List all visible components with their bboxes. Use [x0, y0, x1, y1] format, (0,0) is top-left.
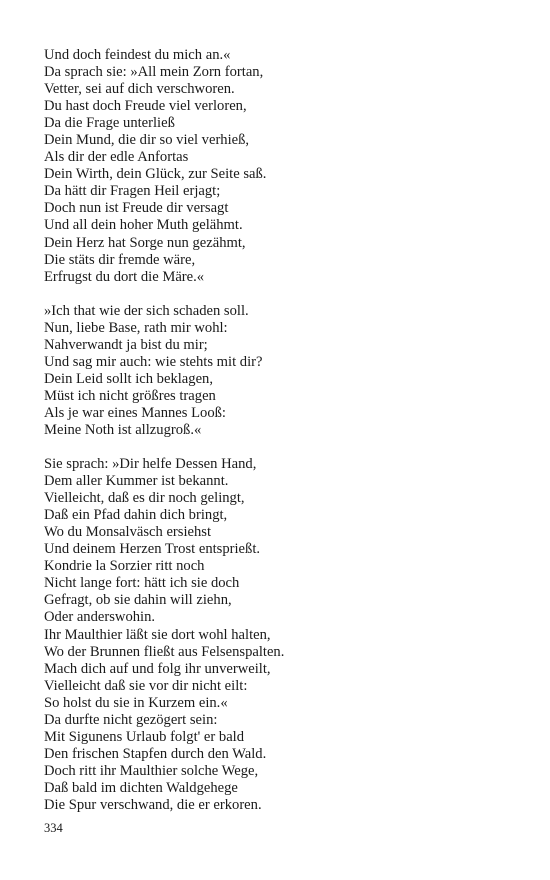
verse-line: Oder anderswohin. [44, 609, 156, 626]
verse-line: Mach dich auf und folg ihr unverweilt, [44, 660, 271, 677]
verse-line: Da durfte nicht gezögert sein: [44, 711, 218, 728]
verse-line: Dem aller Kummer ist bekannt. [44, 473, 229, 490]
verse-line: Den frischen Stapfen durch den Wald. [44, 745, 267, 762]
page-number: 334 [44, 821, 63, 835]
verse-line: Ihr Maulthier läßt sie dort wohl halten, [44, 626, 271, 643]
verse-line: Die Spur verschwand, die er erkoren. [44, 796, 262, 813]
verse-line: Vielleicht, daß es dir noch gelingt, [44, 490, 245, 507]
poem-text [44, 47, 514, 814]
verse-line: Als dir der edle Anfortas [44, 149, 189, 166]
verse-line: Kondrie la Sorzier ritt noch [44, 558, 205, 575]
verse-line: Doch nun ist Freude dir versagt [44, 200, 229, 217]
verse-line: Du hast doch Freude viel verloren, [44, 98, 247, 115]
verse-line: Nun, liebe Base, rath mir wohl: [44, 319, 228, 336]
verse-line: Wo du Monsalväsch ersiehst [44, 524, 212, 541]
verse-line: Dein Mund, die dir so viel verhieß, [44, 132, 250, 149]
verse-line: Doch ritt ihr Maulthier solche Wege, [44, 762, 259, 779]
stanza [44, 303, 514, 439]
verse-line: »Ich that wie der sich schaden soll. [44, 302, 249, 319]
verse-line: Wo der Brunnen fließt aus Felsenspalten. [44, 643, 285, 660]
verse-line: Die stäts dir fremde wäre, [44, 251, 196, 268]
verse-line: Dein Wirth, dein Glück, zur Seite saß. [44, 166, 267, 183]
verse-line: Sie sprach: »Dir helfe Dessen Hand, [44, 456, 257, 473]
verse-line: Nicht lange fort: hätt ich sie doch [44, 575, 240, 592]
verse-line: Vetter, sei auf dich verschworen. [44, 81, 235, 98]
verse-line: Nahverwandt ja bist du mir; [44, 336, 208, 353]
verse-line: Gefragt, ob sie dahin will ziehn, [44, 592, 232, 609]
verse-line: Dein Herz hat Sorge nun gezähmt, [44, 234, 246, 251]
verse-line: Und deinem Herzen Trost entsprießt. [44, 541, 261, 558]
verse-line: Müst ich nicht größres tragen [44, 387, 216, 404]
verse-line: Da die Frage unterließ [44, 115, 175, 132]
verse-line: Und doch feindest du mich an.« [44, 47, 231, 63]
verse-line: Da hätt dir Fragen Heil erjagt; [44, 183, 221, 200]
verse-line: Und sag mir auch: wie stehts mit dir? [44, 353, 263, 370]
verse-line: Dein Leid sollt ich beklagen, [44, 370, 213, 387]
verse-line: Da sprach sie: »All mein Zorn fortan, [44, 64, 264, 81]
verse-line: Daß ein Pfad dahin dich bringt, [44, 507, 228, 524]
verse-line: Vielleicht daß sie vor dir nicht eilt: [44, 677, 248, 694]
verse-line: Erfrugst du dort die Märe.« [44, 268, 205, 285]
verse-line: Mit Sigunens Urlaub folgt' er bald [44, 728, 245, 745]
stanza [44, 47, 514, 286]
verse-line: Meine Noth ist allzugroß.« [44, 421, 202, 438]
verse-line: So holst du sie in Kurzem ein.« [44, 694, 228, 711]
verse-line: Und all dein hoher Muth gelähmt. [44, 217, 243, 234]
verse-line: Als je war eines Mannes Looß: [44, 404, 226, 421]
verse-line: Daß bald im dichten Waldgehege [44, 779, 238, 796]
stanza [44, 456, 514, 814]
